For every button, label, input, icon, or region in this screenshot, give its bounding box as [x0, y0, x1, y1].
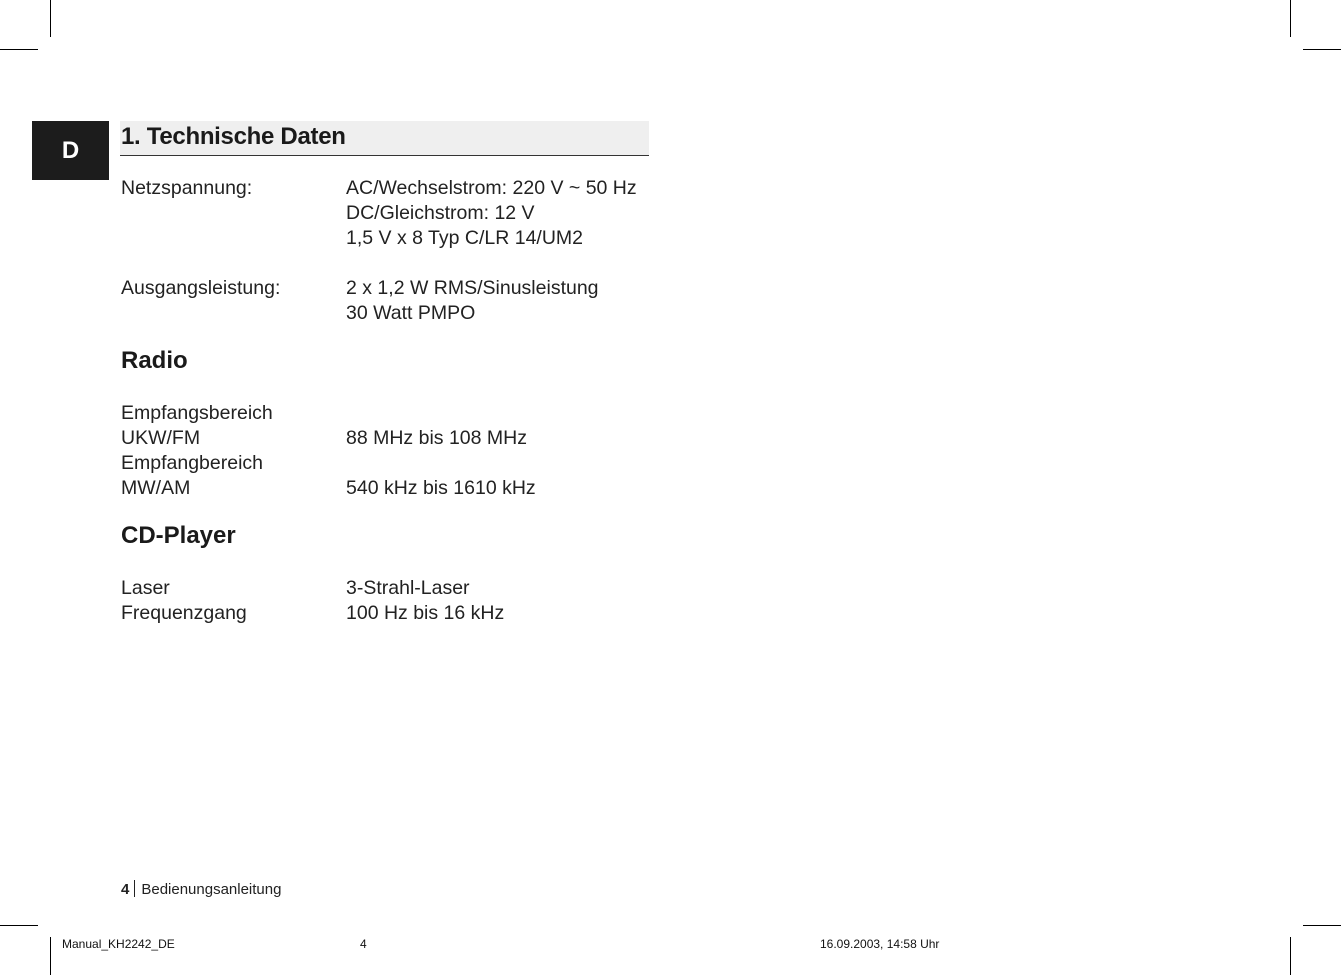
footer-divider	[134, 880, 135, 897]
spec-value: 30 Watt PMPO	[346, 302, 476, 324]
crop-mark	[1303, 925, 1341, 926]
spec-key: UKW/FM	[121, 427, 201, 449]
spec-value: 2 x 1,2 W RMS/Sinusleistung	[346, 277, 599, 299]
spec-value: 88 MHz bis 108 MHz	[346, 427, 527, 449]
cd-player-heading: CD-Player	[121, 522, 236, 549]
crop-mark	[0, 49, 38, 50]
footer-label: Bedienungsanleitung	[141, 881, 282, 898]
crop-mark	[50, 937, 51, 975]
slug-filename: Manual_KH2242_DE	[62, 937, 175, 951]
language-tab: D	[32, 121, 109, 180]
spec-value: DC/Gleichstrom: 12 V	[346, 202, 535, 224]
spec-value: 540 kHz bis 1610 kHz	[346, 477, 536, 499]
spec-key: Frequenzgang	[121, 602, 247, 624]
crop-mark	[50, 0, 51, 37]
section-title: 1. Technische Daten	[121, 123, 346, 150]
spec-key: Netzspannung:	[121, 177, 253, 199]
spec-value: 3-Strahl-Laser	[346, 577, 470, 599]
spec-key: Ausgangsleistung:	[121, 277, 281, 299]
spec-key: MW/AM	[121, 477, 191, 499]
spec-key: Laser	[121, 577, 170, 599]
spec-key: Empfangbereich	[121, 452, 264, 474]
page-number: 4	[121, 881, 130, 898]
crop-mark	[0, 925, 38, 926]
crop-mark	[1290, 937, 1291, 975]
spec-value: 100 Hz bis 16 kHz	[346, 602, 505, 624]
crop-mark	[1290, 0, 1291, 37]
crop-mark	[1303, 49, 1341, 50]
slug-page: 4	[360, 937, 367, 951]
spec-value: AC/Wechselstrom: 220 V ~ 50 Hz	[346, 177, 637, 199]
spec-key: Empfangsbereich	[121, 402, 273, 424]
section-header	[120, 121, 649, 156]
page-footer	[121, 880, 281, 898]
spec-value: 1,5 V x 8 Typ C/LR 14/UM2	[346, 227, 583, 249]
radio-heading: Radio	[121, 347, 188, 374]
slug-timestamp: 16.09.2003, 14:58 Uhr	[820, 937, 940, 951]
